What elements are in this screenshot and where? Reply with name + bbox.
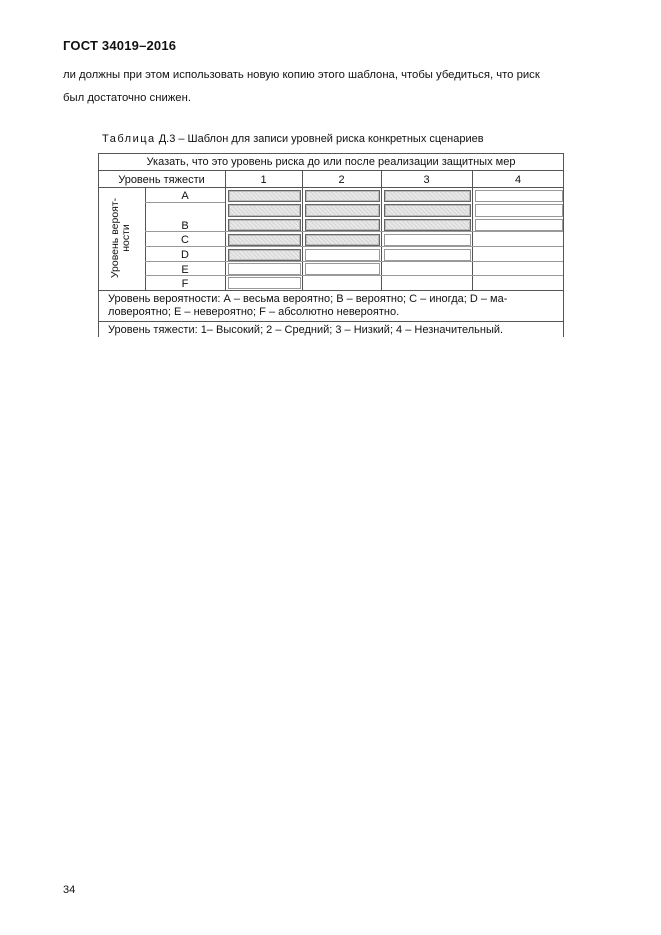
probability-header-line-1: Уровень вероят- — [109, 197, 122, 279]
risk-cell-shaded — [228, 234, 301, 246]
severity-level-3: 3 — [423, 174, 430, 186]
risk-cell-shaded — [305, 219, 380, 231]
probability-legend — [108, 293, 558, 318]
paragraph-line-1: ли должны при этом использовать новую копию этого шаблона, чтобы убедиться, что риск — [63, 69, 540, 81]
probability-header-line-2: ности — [120, 224, 133, 252]
risk-cell-shaded — [305, 190, 380, 202]
risk-level-table — [98, 153, 564, 337]
risk-cell-shaded — [384, 219, 471, 231]
table-caption-label: Таблица — [102, 133, 156, 145]
risk-cell-shaded — [228, 249, 301, 261]
probability-level-c: C — [181, 234, 189, 246]
probability-level-a: A — [181, 190, 189, 202]
severity-level-1: 1 — [260, 174, 267, 186]
risk-cell-plain — [305, 263, 380, 275]
risk-cell-shaded — [305, 234, 380, 246]
risk-cell-plain — [228, 277, 301, 289]
severity-legend: Уровень тяжести: 1– Высокий; 2 – Средний; 3 – Низкий; 4 – Незначительный. — [108, 324, 504, 336]
probability-level-f: F — [181, 278, 189, 290]
body-paragraph — [63, 64, 599, 110]
risk-cell-plain — [384, 234, 471, 246]
probability-legend-line-2: ловероятно; Е – невероятно; F – абсолютно невероятно. — [108, 305, 400, 318]
risk-cell-shaded — [384, 204, 471, 217]
document-code-header: ГОСТ 34019–2016 — [63, 38, 177, 53]
risk-cell-plain — [384, 249, 471, 261]
risk-cell-plain — [305, 249, 380, 261]
probability-level-d: D — [181, 249, 189, 261]
probability-header — [98, 187, 145, 289]
paragraph-line-2: был достаточно снижен. — [63, 92, 191, 104]
severity-header: Уровень тяжести — [118, 174, 205, 186]
risk-cell-shaded — [228, 190, 301, 202]
probability-level-e: E — [181, 264, 189, 276]
risk-cell-shaded — [305, 204, 380, 217]
risk-cell-shaded — [228, 219, 301, 231]
table-title: Указать, что это уровень риска до или после реализации защитных мер — [146, 156, 516, 168]
severity-level-2: 2 — [338, 174, 345, 186]
risk-cell-plain — [475, 190, 563, 202]
risk-cell-plain — [475, 204, 563, 217]
probability-level-b: B — [181, 220, 189, 232]
risk-cell-shaded — [228, 204, 301, 217]
table-caption — [102, 133, 484, 145]
probability-legend-line-1: Уровень вероятности: А – весьма вероятно; В – вероятно; С – иногда; D – ма- — [108, 293, 508, 305]
risk-cell-plain — [228, 263, 301, 275]
risk-cell-plain — [475, 219, 563, 231]
table-caption-text: Д.3 – Шаблон для записи уровней риска конкретных сценариев — [155, 133, 484, 145]
severity-level-4: 4 — [514, 174, 522, 186]
page-number: 34 — [63, 884, 76, 896]
risk-cell-shaded — [384, 190, 471, 202]
